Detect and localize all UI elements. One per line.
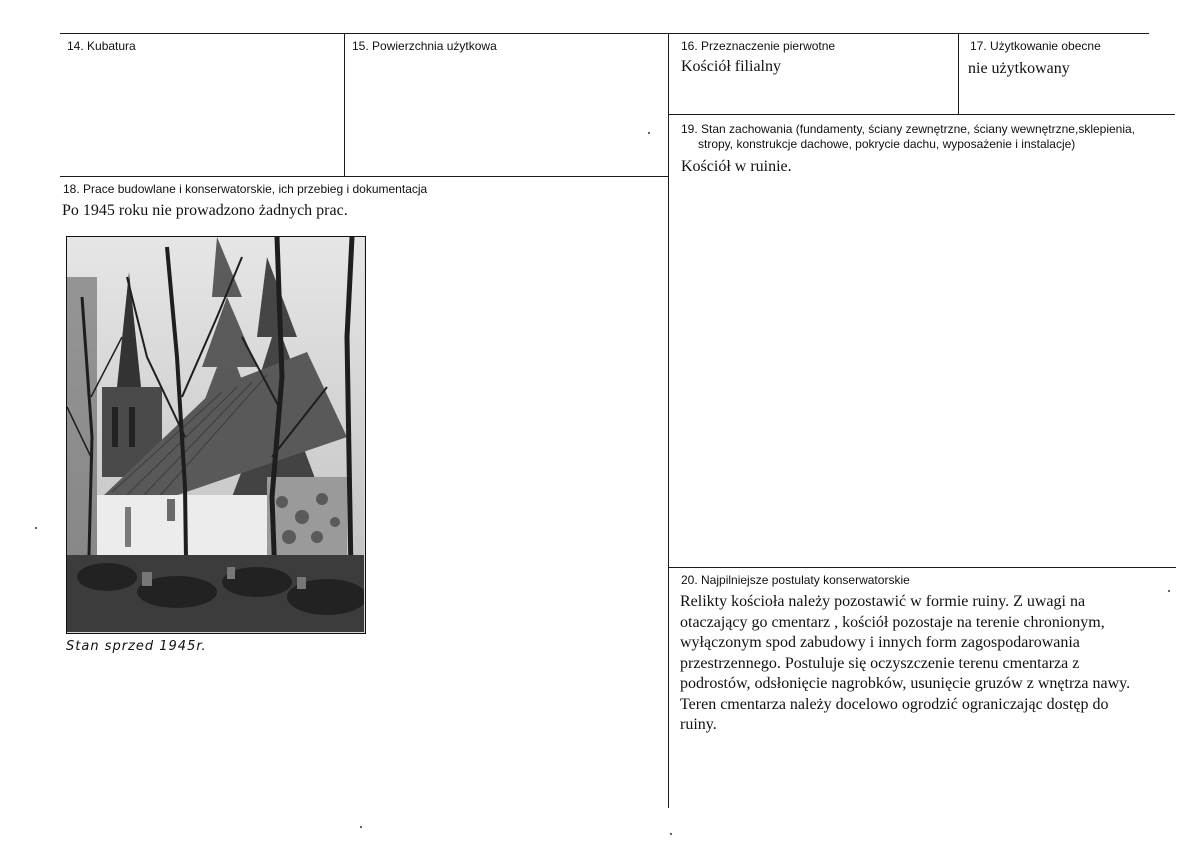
divider-16-17 [958,33,959,115]
church-photo-image [67,237,364,632]
rule-under-14-15 [60,176,668,177]
scan-speck [360,826,362,828]
field-18-value: Po 1945 roku nie prowadzono żadnych prac. [62,202,348,219]
field-17-label: 17. Użytkowanie obecne [970,39,1101,53]
photo-caption: Stan sprzed 1945r. [66,639,207,654]
scan-speck [1168,590,1170,592]
field-18-label: 18. Prace budowlane i konserwatorskie, ich przebieg i dokumentacja [63,182,428,196]
field-20-line: podrostów, odsłonięcie nagrobków, usunięcie gruzów z wnętrza nawy. [680,675,1131,692]
field-19-label-line2: stropy, konstrukcje dachowe, pokrycie dachu, wyposażenie i instalacje) [698,137,1076,151]
field-20-line: przestrzennego. Postuluje się oczyszczenie terenu cmentarza z [680,654,1080,672]
field-20-line: Teren cmentarza należy docelowo ogrodzić ograniczając dostęp do [680,695,1109,713]
divider-main-column [668,33,669,808]
field-14-label: 14. Kubatura [67,39,136,53]
field-20-line: ruiny. [680,716,717,733]
field-20-line: wyłączonym spod zabudowy i innych form zagospodarowania [680,634,1080,651]
field-16-label: 16. Przeznaczenie pierwotne [681,39,836,53]
field-20-line: Relikty kościoła należy pozostawić w formie ruiny. Z uwagi na [680,593,1086,610]
field-19-value: Kościół w ruinie. [681,158,792,175]
divider-14-15 [344,33,345,176]
field-15-label: 15. Powierzchnia użytkowa [352,39,497,53]
field-20-line: otaczający go cmentarz , kościół pozostaje na terenie chronionym, [680,613,1105,631]
top-rule [60,33,1149,34]
rule-under-16-17 [668,114,1175,115]
church-photo [66,236,366,634]
scan-speck [35,527,37,529]
scan-speck [670,833,672,835]
field-16-value: Kościół filialny [681,58,781,75]
field-19-label-line1: 19. Stan zachowania (fundamenty, ściany zewnętrzne, ściany wewnętrzne,sklepienia, [681,122,1136,136]
scan-speck [648,132,650,134]
rule-above-20 [668,567,1176,568]
field-17-value: nie użytkowany [968,60,1070,77]
field-20-label: 20. Najpilniejsze postulaty konserwatorskie [681,573,910,587]
field-20-text [680,592,1175,736]
